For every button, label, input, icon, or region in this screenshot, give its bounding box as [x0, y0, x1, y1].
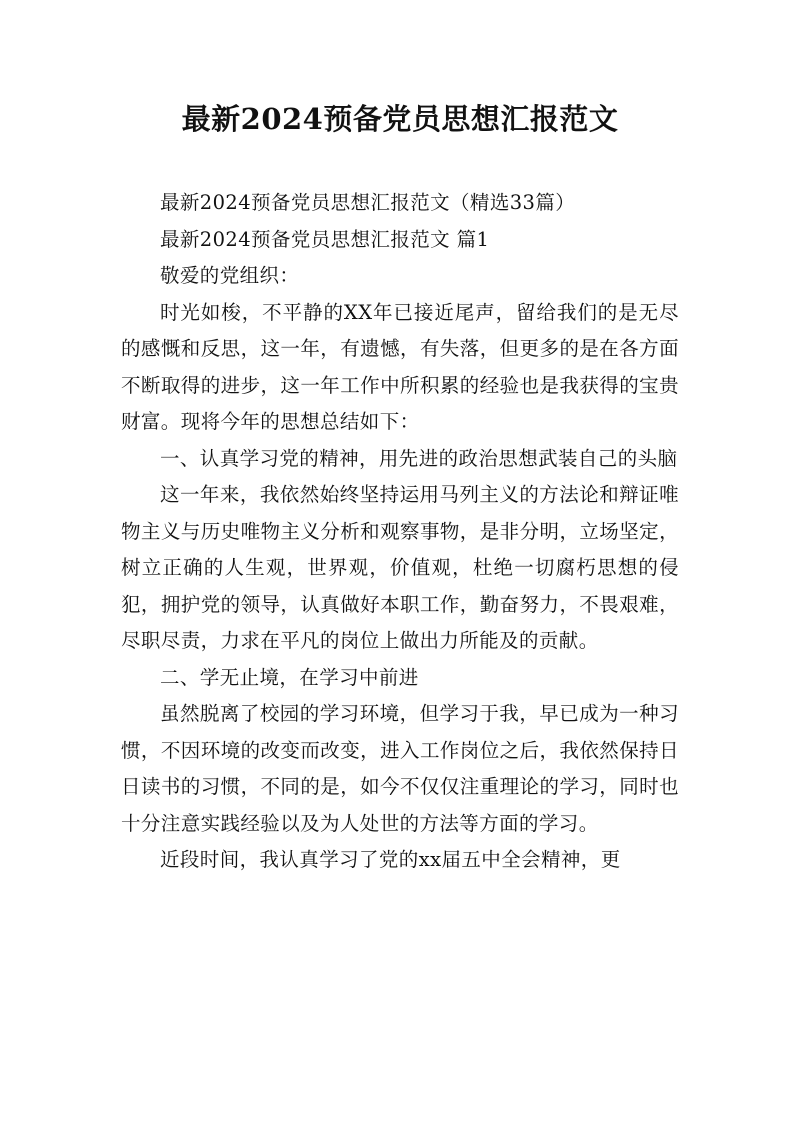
body-paragraph: 时光如梭，不平静的XX年已接近尾声，留给我们的是无尽的感慨和反思，这一年，有遗憾，有失落，但更多的是在各方面不断取得的进步，这一年工作中所积累的经验也是我获得的宝贵财富。现将今年的思想总结如下：	[121, 300, 679, 433]
document-body	[121, 185, 679, 879]
body-paragraph: 虽然脱离了校园的学习环境，但学习于我，早已成为一种习惯，不因环境的改变而改变，进入工作岗位之后，我依然保持日日读书的习惯，不同的是，如今不仅仅注重理论的学习，同时也十分注意实践经验以及为人处世的方法等方面的学习。	[121, 702, 679, 835]
subtitle-paragraph: 最新2024预备党员思想汇报范文（精选33篇）	[160, 191, 576, 214]
body-paragraph: 近段时间，我认真学习了党的xx届五中全会精神，更	[160, 848, 621, 871]
body-paragraph: 这一年来，我依然始终坚持运用马列主义的方法论和辩证唯物主义与历史唯物主义分析和观察事物，是非分明，立场坚定，树立正确的人生观，世界观，价值观，杜绝一切腐朽思想的侵犯，拥护党的领导，认真做好本职工作，勤奋努力，不畏艰难，尽职尽责，力求在平凡的岗位上做出力所能及的贡献。	[121, 483, 679, 652]
section-heading: 二、学无止境，在学习中前进	[160, 665, 419, 689]
salutation: 敬爱的党组织：	[160, 264, 300, 287]
document-title: 最新2024预备党员思想汇报范文	[181, 102, 619, 136]
section-heading: 最新2024预备党员思想汇报范文 篇1	[160, 227, 490, 251]
section-heading: 一、认真学习党的精神，用先进的政治思想武装自己的头脑	[160, 446, 678, 470]
